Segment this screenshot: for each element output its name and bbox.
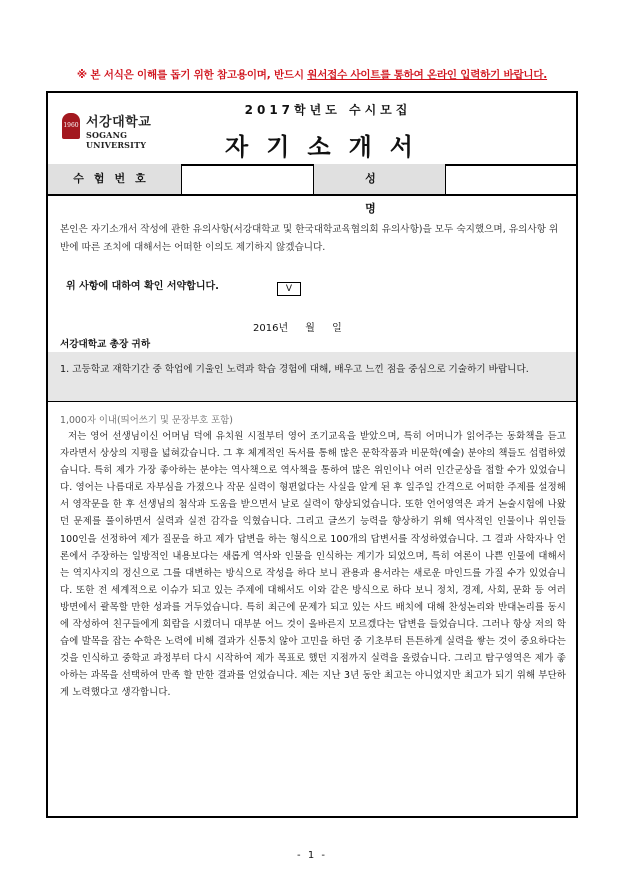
notice-underlined-text: 원서접수 사이트를 통하여 온라인 입력하기 바랍니다. <box>307 69 548 81</box>
university-seal-icon: 1960 <box>62 113 80 139</box>
logo-korean-name: 서강대학교 <box>86 115 152 130</box>
character-limit-note: 1,000자 이내(띄어쓰기 및 문장부호 포함) <box>60 415 233 426</box>
pledge-checkbox[interactable]: V <box>277 282 301 296</box>
pledge-recipient: 서강대학교 총장 귀하 <box>60 339 151 350</box>
essay-answer-area[interactable] <box>48 402 576 816</box>
logo-english-name: SOGANG UNIVERSITY <box>86 130 147 150</box>
exam-number-label: 수험번호 <box>48 164 182 194</box>
admission-year-title: 2017학년도 수시모집 <box>244 103 412 117</box>
essay-question: 1. 고등학교 재학기간 중 학업에 기울인 노력과 학습 경험에 대해, 배우고 느낀 점을 중심으로 기술하기 바랍니다. <box>48 352 576 402</box>
document-title: 자기소개서 <box>225 133 431 161</box>
page-number: - 1 - <box>297 850 327 861</box>
applicant-id-row <box>48 164 576 215</box>
pledge-section <box>48 194 576 354</box>
pledge-statement: 본인은 자기소개서 작성에 관한 유의사항(서강대학교 및 한국대학교육협의회 유의사항)을 모두 숙지했으며, 유의사항 위반에 따른 조치에 대해서는 어떠한 이의도 제기하지 않겠습니다. <box>60 224 559 253</box>
pledge-date: 2016년 월 일 <box>253 323 342 334</box>
name-label: 성명 <box>314 164 446 194</box>
name-field[interactable] <box>446 164 576 194</box>
university-logo <box>62 109 172 149</box>
application-form <box>46 91 578 818</box>
exam-number-field[interactable] <box>182 164 314 194</box>
form-header <box>48 93 576 166</box>
essay-answer-text: 저는 영어 선생님이신 어머님 덕에 유치원 시절부터 영어 조기교육을 받았으며, 특히 어머니가 읽어주는 동화책을 듣고 자라면서 상상의 지평을 넓혀갔습니다. 그 후 체계적인 독서를 통해 많은 문학작품과 비문학(예술) 분야의 책들도 섭렵하였습니다. 특히 제가 가장 좋아하는 분야는 역사책으로 역사책을 통하여 많은 위인이나 여러 인간군상을 접할 수가 있었습니다. 영어는 나름대로 자부심을 가졌으나 작문 실력이 형편없다는 사실을 알게 된 후 일주일 간격으로 어떠한 주제를 설정해서 영작문을 한 후 선생님의 첨삭과 도움을 받으면서 날로 실력이 향상되었습니다. 또한 언어영역은 과거 논술시험에 나왔던 문제를 풀이하면서 실력과 실전 감각을 익혔습니다. 그리고 글쓰기 능력을 향상하기 위해 역사적인 인물이나 위인들 100인을 선정하여 제가 질문을 하고 제가 답변을 하는 형식으로 100개의 답변서를 작성하였습니다. 그 결과 사학자나 언론에서 주장하는 일방적인 내용보다는 새롭게 역사와 인물을 인식하는 계기가 되었으며, 특히 여론이 나쁜 인물에 대해서는 역지사지의 정신으로 그를 대변하는 방식으로 작성을 하다 보니 관용과 용서라는 새로운 마인드를 가질 수가 있었습니다. 또한 전 세계적으로 이슈가 되고 있는 주제에 대해서도 이와 같은 방식으로 하다 보니 정치, 경제, 사회, 문화 등 여러 방면에서 괄목할 만한 성과를 거두었습니다. 특히 최근에 문제가 되고 있는 사드 배치에 대해 찬성논리와 반대논리를 동시에 작성하여 친구들에게 회람을 시켰더니 대부분 어느 것이 올바른지 모르겠다는 답변을 들었습니다. 그러나 항상 저의 학습에 발목을 잡는 수학은 노력에 비해 결과가 신통치 않아 고민을 하던 중 기초부터 튼튼하게 실력을 쌓는 것이 중요하다는 것을 인식하고 중학교 과정부터 다시 시작하여 제가 목표로 했던 지점까지 실력을 올렸습니다. 그리고 탐구영역은 제가 좋아하는 과목을 선택하여 만족 할 만한 결과를 얻었습니다. 제는 지난 3년 동안 최고는 아니었지만 최고가 되기 위해 부단하게 노력했다고 생각합니다. <box>60 431 566 699</box>
notice-text: ※ 본 서식은 이해를 돕기 위한 참고용이며, 반드시 <box>76 69 308 81</box>
notice-banner <box>0 67 624 82</box>
pledge-agree-label: 위 사항에 대하여 확인 서약합니다. <box>66 281 219 292</box>
